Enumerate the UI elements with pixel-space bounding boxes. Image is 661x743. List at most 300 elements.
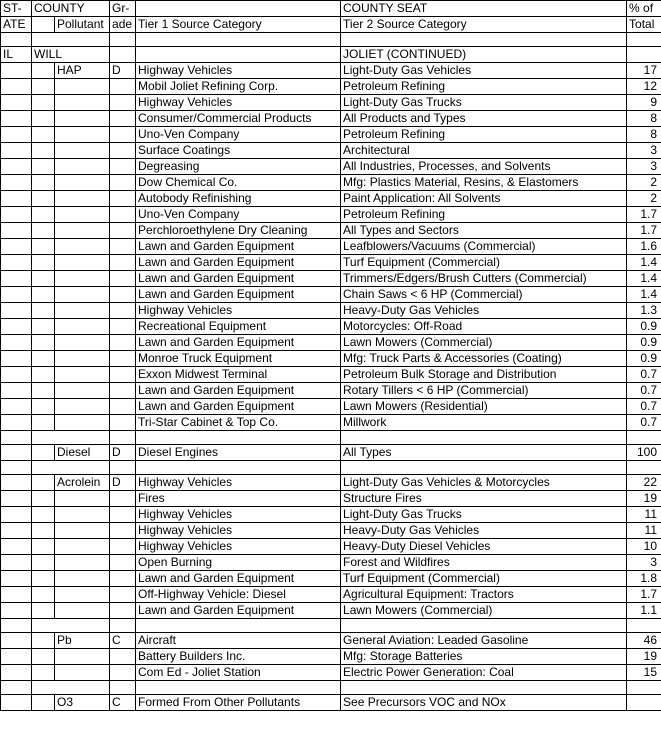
spacer-row [1, 431, 661, 445]
table-cell [55, 383, 110, 399]
table-cell [55, 523, 110, 539]
table-cell [110, 431, 136, 445]
tier1-source-cell: Highway Vehicles [136, 539, 341, 555]
table-cell [110, 239, 136, 255]
percent-total-cell: 0.7 [627, 367, 661, 383]
tier2-source-cell: Mfg: Storage Batteries [341, 649, 627, 665]
table-cell [110, 681, 136, 695]
table-cell [55, 271, 110, 287]
tier2-source-cell: All Industries, Processes, and Solvents [341, 159, 627, 175]
tier1-source-cell: Off-Highway Vehicle: Diesel [136, 587, 341, 603]
table-cell [1, 681, 32, 695]
table-row [1, 335, 661, 351]
table-row [1, 587, 661, 603]
percent-total-cell: 3 [627, 143, 661, 159]
table-row [1, 319, 661, 335]
table-cell [1, 111, 32, 127]
table-cell [55, 539, 110, 555]
percent-total-cell: 0.9 [627, 335, 661, 351]
table-cell [1, 239, 32, 255]
table-cell [1, 603, 32, 619]
tier1-source-cell: Tri-Star Cabinet & Top Co. [136, 415, 341, 431]
percent-total-cell [627, 695, 661, 711]
table-cell [32, 475, 55, 491]
tier2-source-cell: Agricultural Equipment: Tractors [341, 587, 627, 603]
table-cell [110, 33, 136, 47]
table-cell [110, 143, 136, 159]
tier2-source-cell: Light-Duty Gas Vehicles [341, 63, 627, 79]
table-row [1, 159, 661, 175]
percent-total-cell: 12 [627, 79, 661, 95]
spacer-row [1, 461, 661, 475]
table-cell [110, 47, 136, 63]
table-row [1, 665, 661, 681]
table-row [1, 491, 661, 507]
table-cell [136, 619, 341, 633]
table-row [1, 127, 661, 143]
tier2-source-cell: Light-Duty Gas Trucks [341, 507, 627, 523]
tier1-source-cell: Lawn and Garden Equipment [136, 335, 341, 351]
tier2-source-cell: Millwork [341, 415, 627, 431]
table-cell [55, 303, 110, 319]
table-cell [32, 523, 55, 539]
table-row [1, 633, 661, 649]
table-cell [110, 491, 136, 507]
table-cell [110, 95, 136, 111]
grade-cell: C [110, 633, 136, 649]
tier1-source-cell: Highway Vehicles [136, 507, 341, 523]
table-cell [110, 649, 136, 665]
tier1-source-cell: Dow Chemical Co. [136, 175, 341, 191]
percent-total-cell: 1.8 [627, 571, 661, 587]
table-cell [32, 223, 55, 239]
table-cell [110, 351, 136, 367]
table-cell [110, 223, 136, 239]
table-cell [55, 79, 110, 95]
percent-total-cell: 10 [627, 539, 661, 555]
tier2-source-cell: Heavy-Duty Gas Vehicles [341, 303, 627, 319]
table-cell [1, 399, 32, 415]
table-cell [341, 431, 627, 445]
tier2-source-cell: Lawn Mowers (Commercial) [341, 335, 627, 351]
table-cell [32, 461, 110, 475]
table-row [1, 539, 661, 555]
percent-total-cell: 0.7 [627, 383, 661, 399]
table-cell [55, 367, 110, 383]
header-state: ST- [1, 1, 32, 17]
table-cell [55, 111, 110, 127]
table-cell [1, 79, 32, 95]
percent-total-cell: 3 [627, 159, 661, 175]
table-row [1, 111, 661, 127]
table-cell [1, 319, 32, 335]
table-cell [1, 555, 32, 571]
table-row [1, 383, 661, 399]
table-cell [32, 351, 55, 367]
tier1-source-cell: Lawn and Garden Equipment [136, 399, 341, 415]
table-cell [1, 335, 32, 351]
table-cell [55, 665, 110, 681]
header-percent: % of [627, 1, 661, 17]
table-cell [1, 695, 32, 711]
table-cell [110, 399, 136, 415]
percent-total-cell: 0.9 [627, 351, 661, 367]
tier1-source-cell: Degreasing [136, 159, 341, 175]
table-cell [136, 47, 341, 63]
percent-total-cell: 11 [627, 507, 661, 523]
tier2-source-cell: Lawn Mowers (Residential) [341, 399, 627, 415]
table-cell [110, 319, 136, 335]
table-cell [55, 491, 110, 507]
table-cell [32, 681, 110, 695]
table-cell [341, 461, 627, 475]
table-row [1, 415, 661, 431]
table-cell [32, 191, 55, 207]
table-cell [110, 415, 136, 431]
table-row [1, 523, 661, 539]
tier2-source-cell: Light-Duty Gas Trucks [341, 95, 627, 111]
table-cell [32, 555, 55, 571]
table-row [1, 191, 661, 207]
table-cell [1, 95, 32, 111]
table-cell [32, 665, 55, 681]
tier1-source-cell: Perchloroethylene Dry Cleaning [136, 223, 341, 239]
table-cell [55, 351, 110, 367]
pollutant-cell: Pb [55, 633, 110, 649]
tier2-source-cell: Leafblowers/Vacuums (Commercial) [341, 239, 627, 255]
tier2-source-cell: Heavy-Duty Gas Vehicles [341, 523, 627, 539]
tier2-source-cell: Lawn Mowers (Commercial) [341, 603, 627, 619]
table-cell [1, 63, 32, 79]
table-cell [627, 619, 661, 633]
tier1-source-cell: Highway Vehicles [136, 95, 341, 111]
table-cell [1, 415, 32, 431]
percent-total-cell: 8 [627, 127, 661, 143]
table-row [1, 555, 661, 571]
table-cell [32, 539, 55, 555]
tier1-source-cell: Diesel Engines [136, 445, 341, 461]
table-cell [1, 367, 32, 383]
percent-total-cell: 0.7 [627, 415, 661, 431]
tier2-source-cell: Petroleum Refining [341, 207, 627, 223]
pollutant-cell: Diesel [55, 445, 110, 461]
table-row [1, 79, 661, 95]
table-cell [32, 271, 55, 287]
table-cell [1, 539, 32, 555]
table-cell [1, 143, 32, 159]
percent-total-cell: 1.7 [627, 587, 661, 603]
table-row [1, 303, 661, 319]
tier2-source-cell: Electric Power Generation: Coal [341, 665, 627, 681]
state-cell: IL [1, 47, 32, 63]
table-row [1, 287, 661, 303]
table-cell [32, 303, 55, 319]
table-cell [627, 33, 661, 47]
table-cell [32, 649, 55, 665]
table-cell [110, 287, 136, 303]
table-cell [32, 695, 55, 711]
percent-total-cell: 1.4 [627, 255, 661, 271]
tier1-source-cell: Highway Vehicles [136, 303, 341, 319]
table-cell [32, 127, 55, 143]
table-cell [32, 367, 55, 383]
table-cell [627, 461, 661, 475]
table-cell [32, 33, 110, 47]
percent-total-cell: 100 [627, 445, 661, 461]
table-cell [32, 159, 55, 175]
table-cell [1, 175, 32, 191]
tier2-source-cell: Light-Duty Gas Vehicles & Motorcycles [341, 475, 627, 491]
table-cell [55, 159, 110, 175]
table-cell [55, 207, 110, 223]
table-cell [55, 143, 110, 159]
table-cell [1, 191, 32, 207]
header-total: Total [627, 17, 661, 33]
table-cell [110, 111, 136, 127]
table-row [1, 271, 661, 287]
tier1-source-cell: Com Ed - Joliet Station [136, 665, 341, 681]
table-row [1, 603, 661, 619]
header-grade-cont: ade [110, 17, 136, 33]
tier2-source-cell: All Products and Types [341, 111, 627, 127]
tier1-source-cell: Surface Coatings [136, 143, 341, 159]
percent-total-cell: 0.7 [627, 399, 661, 415]
tier1-source-cell: Open Burning [136, 555, 341, 571]
table-cell [1, 571, 32, 587]
table-cell [32, 17, 55, 33]
percent-total-cell: 15 [627, 665, 661, 681]
table-row [1, 475, 661, 491]
table-cell [1, 127, 32, 143]
table-cell [136, 431, 341, 445]
percent-total-cell: 17 [627, 63, 661, 79]
tier2-source-cell: All Types [341, 445, 627, 461]
table-cell [32, 111, 55, 127]
table-row [1, 571, 661, 587]
table-cell [55, 287, 110, 303]
table-cell [32, 399, 55, 415]
percent-total-cell: 1.6 [627, 239, 661, 255]
table-cell [1, 303, 32, 319]
tier2-source-cell: See Precursors VOC and NOx [341, 695, 627, 711]
table-cell [32, 571, 55, 587]
table-row [1, 399, 661, 415]
table-cell [1, 255, 32, 271]
table-cell [627, 681, 661, 695]
table-cell [55, 399, 110, 415]
header-county-seat: COUNTY SEAT [341, 1, 627, 17]
table-row [1, 143, 661, 159]
table-cell [55, 319, 110, 335]
table-cell [110, 539, 136, 555]
table-cell [341, 619, 627, 633]
table-cell [1, 207, 32, 223]
table-cell [341, 33, 627, 47]
table-row [1, 649, 661, 665]
table-cell [1, 619, 32, 633]
table-cell [32, 175, 55, 191]
table-cell [55, 603, 110, 619]
pollutant-cell: Acrolein [55, 475, 110, 491]
tier1-source-cell: Fires [136, 491, 341, 507]
percent-total-cell: 19 [627, 491, 661, 507]
table-cell [32, 415, 55, 431]
percent-total-cell: 1.4 [627, 271, 661, 287]
table-cell [1, 665, 32, 681]
tier1-source-cell: Autobody Refinishing [136, 191, 341, 207]
table-cell [110, 383, 136, 399]
table-cell [110, 507, 136, 523]
grade-cell: C [110, 695, 136, 711]
table-cell [341, 681, 627, 695]
table-cell [1, 649, 32, 665]
table-cell [32, 587, 55, 603]
header-county: COUNTY [32, 1, 110, 17]
table-cell [110, 665, 136, 681]
table-cell [32, 507, 55, 523]
table-cell [110, 159, 136, 175]
table-cell [1, 475, 32, 491]
percent-total-cell: 1.3 [627, 303, 661, 319]
table-cell [32, 431, 110, 445]
tier1-source-cell: Exxon Midwest Terminal [136, 367, 341, 383]
table-cell [55, 335, 110, 351]
tier2-source-cell: Paint Application: All Solvents [341, 191, 627, 207]
tier2-source-cell: General Aviation: Leaded Gasoline [341, 633, 627, 649]
table-cell [55, 223, 110, 239]
table-cell [110, 191, 136, 207]
percent-total-cell: 9 [627, 95, 661, 111]
tier2-source-cell: Petroleum Refining [341, 79, 627, 95]
spacer-row [1, 33, 661, 47]
table-cell [32, 319, 55, 335]
header-grade: Gr- [110, 1, 136, 17]
table-cell [110, 367, 136, 383]
tier1-source-cell: Uno-Ven Company [136, 127, 341, 143]
table-row [1, 239, 661, 255]
table-cell [1, 33, 32, 47]
location-row [1, 47, 661, 63]
tier2-source-cell: Turf Equipment (Commercial) [341, 255, 627, 271]
county-cell: WILL [32, 47, 110, 63]
table-cell [1, 287, 32, 303]
table-row [1, 223, 661, 239]
percent-total-cell: 19 [627, 649, 661, 665]
table-cell [32, 603, 55, 619]
tier1-source-cell: Formed From Other Pollutants [136, 695, 341, 711]
table-cell [32, 335, 55, 351]
table-cell [110, 619, 136, 633]
table-cell [110, 571, 136, 587]
table-row [1, 255, 661, 271]
table-row [1, 351, 661, 367]
table-cell [55, 127, 110, 143]
header-row-2 [1, 17, 661, 33]
tier1-source-cell: Highway Vehicles [136, 475, 341, 491]
table-cell [110, 303, 136, 319]
table-cell [55, 555, 110, 571]
table-cell [1, 491, 32, 507]
table-cell [32, 143, 55, 159]
table-cell [110, 175, 136, 191]
table-cell [55, 571, 110, 587]
table-cell [32, 239, 55, 255]
tier2-source-cell: Chain Saws < 6 HP (Commercial) [341, 287, 627, 303]
table-cell [32, 287, 55, 303]
header-row-1 [1, 1, 661, 17]
table-cell [1, 461, 32, 475]
tier1-source-cell: Lawn and Garden Equipment [136, 271, 341, 287]
tier1-source-cell: Lawn and Garden Equipment [136, 239, 341, 255]
table-cell [110, 461, 136, 475]
percent-total-cell: 2 [627, 175, 661, 191]
tier1-source-cell: Lawn and Garden Equipment [136, 255, 341, 271]
table-cell [1, 351, 32, 367]
percent-total-cell: 1.1 [627, 603, 661, 619]
table-cell [110, 335, 136, 351]
table-cell [627, 47, 661, 63]
table-cell [110, 523, 136, 539]
tier2-source-cell: Mfg: Truck Parts & Accessories (Coating) [341, 351, 627, 367]
table-cell [55, 239, 110, 255]
percent-total-cell: 1.7 [627, 207, 661, 223]
percent-total-cell: 11 [627, 523, 661, 539]
table-row [1, 445, 661, 461]
tier2-source-cell: Structure Fires [341, 491, 627, 507]
table-cell [1, 523, 32, 539]
table-cell [32, 491, 55, 507]
table-cell [110, 127, 136, 143]
tier1-source-cell: Mobil Joliet Refining Corp. [136, 79, 341, 95]
table-cell [32, 255, 55, 271]
percent-total-cell: 0.9 [627, 319, 661, 335]
table-cell [55, 587, 110, 603]
table-cell [32, 207, 55, 223]
tier1-source-cell: Recreational Equipment [136, 319, 341, 335]
tier1-source-cell: Lawn and Garden Equipment [136, 571, 341, 587]
table-cell [55, 415, 110, 431]
table-cell [55, 175, 110, 191]
table-cell [627, 431, 661, 445]
table-cell [32, 383, 55, 399]
tier2-source-cell: Architectural [341, 143, 627, 159]
percent-total-cell: 2 [627, 191, 661, 207]
tier1-source-cell: Highway Vehicles [136, 63, 341, 79]
tier1-source-cell: Battery Builders Inc. [136, 649, 341, 665]
percent-total-cell: 1.7 [627, 223, 661, 239]
county-seat-cell: JOLIET (CONTINUED) [341, 47, 627, 63]
table-cell [1, 223, 32, 239]
tier1-source-cell: Highway Vehicles [136, 523, 341, 539]
table-cell [1, 271, 32, 287]
table-cell [136, 461, 341, 475]
table-cell [55, 255, 110, 271]
table-cell [55, 95, 110, 111]
tier2-source-cell: Heavy-Duty Diesel Vehicles [341, 539, 627, 555]
table-cell [32, 633, 55, 649]
tier2-source-cell: All Types and Sectors [341, 223, 627, 239]
grade-cell: D [110, 63, 136, 79]
table-row [1, 367, 661, 383]
tier1-source-cell: Uno-Ven Company [136, 207, 341, 223]
table-cell [55, 649, 110, 665]
table-cell [32, 619, 110, 633]
table-cell [1, 383, 32, 399]
header-state-cont: ATE [1, 17, 32, 33]
header-tier2-source: Tier 2 Source Category [341, 17, 627, 33]
tier2-source-cell: Turf Equipment (Commercial) [341, 571, 627, 587]
table-cell [110, 271, 136, 287]
